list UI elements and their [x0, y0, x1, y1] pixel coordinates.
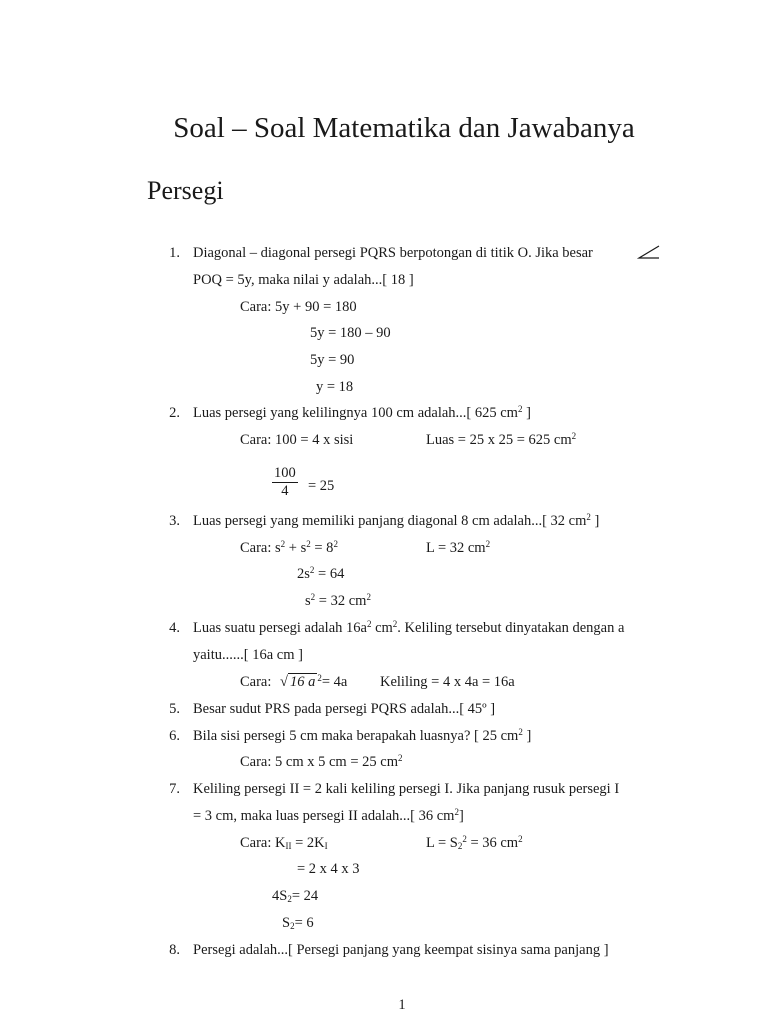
- solution-step: Cara:: [240, 674, 272, 690]
- question-text: POQ = 5y, maka nilai y adalah...[ 18 ]: [193, 272, 414, 288]
- question-number: 5.: [169, 701, 180, 717]
- question-text: Luas persegi yang kelilingnya 100 cm adalah...[ 625 $cm^2$ ]: [193, 404, 531, 421]
- solution-step: Cara: $s^2 + s^2 = 8^2$: [240, 539, 338, 556]
- section-heading: Persegi: [147, 176, 224, 205]
- solution-step: 5y = 180 – 90: [310, 325, 391, 341]
- fraction-denominator: 4: [281, 483, 289, 499]
- solution-step: $L = S_2^2 = 36$ $cm^2$: [426, 834, 523, 851]
- question-number: 8.: [169, 942, 180, 958]
- question-number: 6.: [169, 728, 180, 744]
- question-number: 3.: [169, 513, 180, 529]
- solution-step: Keliling = 4 x 4a = 16a: [380, 674, 515, 690]
- solution-step: Cara: $K_{II} = 2K_I$: [240, 835, 328, 851]
- angle-icon: [637, 244, 661, 260]
- solution-step: Cara: 100 = 4 x sisi: [240, 432, 354, 448]
- question-text: Keliling persegi II = 2 kali keliling persegi I. Jika panjang rusuk persegi I: [193, 781, 620, 797]
- question-text: Besar sudut PRS pada persegi PQRS adalah...[ 45º ]: [193, 701, 496, 717]
- page-title: Soal – Soal Matematika dan Jawabanya: [173, 112, 635, 144]
- question-number: 1.: [169, 245, 180, 261]
- question-text: Luas persegi yang memiliki panjang diagonal 8 cm adalah...[ 32 $cm^2$ ]: [193, 512, 600, 529]
- fraction: [272, 465, 298, 500]
- question-number: 7.: [169, 781, 180, 797]
- page-number: 1: [398, 997, 406, 1013]
- solution-step: $S_2= 6$: [282, 915, 314, 931]
- solution-step: Cara: 5y + 90 = 180: [240, 299, 357, 315]
- sqrt-expression: √ 16 a $^2$= 4a: [280, 673, 348, 690]
- question-text: Persegi adalah...[ Persegi panjang yang keempat sisinya sama panjang ]: [193, 942, 609, 958]
- solution-step: 5y = 90: [310, 352, 355, 368]
- solution-step: Cara: 5 cm x 5 cm = 25 $cm^2$: [240, 753, 403, 770]
- question-text: Diagonal – diagonal persegi PQRS berpotongan di titik O. Jika besar: [193, 245, 593, 261]
- solution-step: $4S_2= 24$: [272, 888, 319, 904]
- question-text: = 3 cm, maka luas persegi II adalah...[ 36 $cm^2$]: [193, 807, 464, 824]
- question-text: Luas suatu persegi adalah $16a^2$ $cm^2$. Keliling tersebut dinyatakan dengan a: [193, 619, 625, 636]
- question-number: 4.: [169, 620, 180, 636]
- solution-step: $2s^2 = 64$: [297, 565, 345, 582]
- solution-step: = 2 x 4 x 3: [297, 861, 360, 877]
- solution-step: = 25: [308, 478, 335, 494]
- solution-step: $s^2 = 32$ $cm^2$: [305, 592, 371, 609]
- question-number: 2.: [169, 405, 180, 421]
- question-text: Bila sisi persegi 5 cm maka berapakah luasnya? [ 25 $cm^2$ ]: [193, 727, 532, 744]
- fraction-numerator: 100: [274, 465, 296, 481]
- solution-step: Luas = 25 x 25 = 625 $cm^2$: [426, 431, 577, 448]
- solution-step: L = 32 $cm^2$: [426, 539, 491, 556]
- solution-step: y = 18: [316, 379, 354, 395]
- question-text: yaitu......[ 16a cm ]: [193, 647, 303, 663]
